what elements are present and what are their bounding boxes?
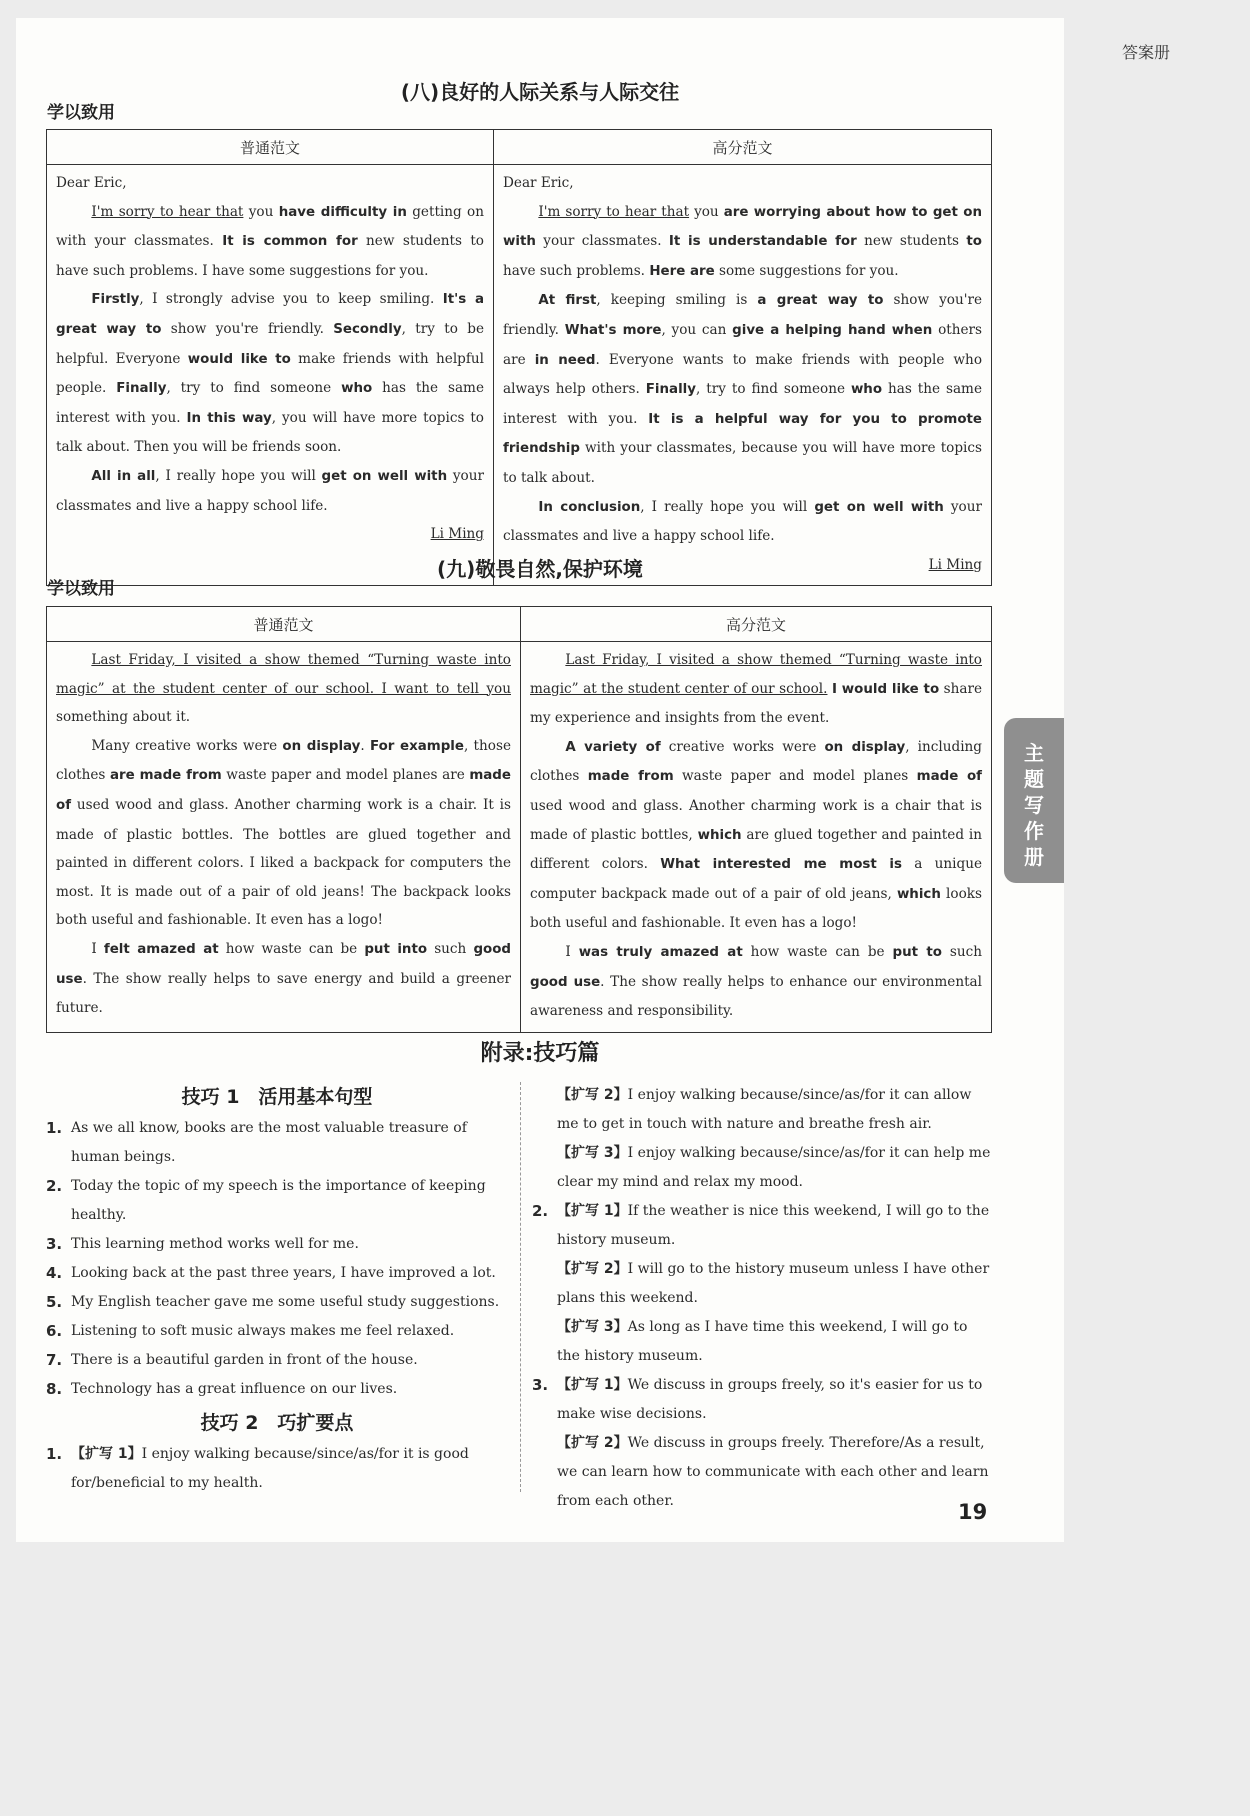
list-item: [532, 1255, 992, 1313]
appendix-left-column: [46, 1080, 508, 1498]
item-number: 6.: [46, 1322, 63, 1340]
bold-phrase: to: [966, 234, 982, 250]
appendix-right-column: [532, 1081, 992, 1516]
section8-title: (八)良好的人际关系与人际交往: [400, 80, 680, 104]
text-run: new students: [856, 233, 967, 250]
bold-phrase: In this way: [186, 410, 272, 426]
bold-phrase: made of: [916, 769, 982, 785]
list-item: [46, 1346, 508, 1375]
bold-phrase: good use: [56, 941, 512, 987]
text-run: . The show really helps to enhance our environmental awareness and responsibility.: [530, 973, 982, 1020]
section8-high-essay: [494, 165, 992, 586]
text-run: used wood and glass. Another charming work is a chair that is made of plastic bottles,: [530, 797, 982, 843]
bold-phrase: It is understandable for: [668, 234, 857, 250]
text-run: show you're friendly.: [503, 292, 982, 338]
bold-phrase: It is common for: [222, 234, 358, 250]
signature: Li Ming: [928, 556, 982, 573]
bold-phrase: on display: [824, 739, 906, 755]
bold-phrase: felt amazed at: [103, 941, 219, 957]
list-item: [532, 1139, 992, 1197]
bold-phrase: I would like to: [831, 681, 940, 697]
bold-phrase: put into: [364, 941, 428, 957]
paragraph-1: [503, 198, 982, 287]
section9-high-essay: [521, 642, 992, 1033]
expand-tag: 【扩写 1】: [71, 1446, 142, 1462]
bold-phrase: A variety of: [565, 739, 661, 755]
bold-phrase: At first: [538, 293, 597, 309]
item-text: Listening to soft music always makes me feel relaxed.: [71, 1323, 455, 1339]
expand-tag: 【扩写 2】: [557, 1435, 628, 1451]
bold-phrase: made of: [56, 768, 511, 813]
text-run: new students to have such problems. I have some suggestions for you.: [56, 233, 484, 279]
bold-phrase: Here are: [649, 263, 715, 279]
list-item: [532, 1081, 992, 1139]
text-run: , you can: [661, 321, 733, 338]
text-run: your classmates.: [535, 233, 669, 250]
item-text: Today the topic of my speech is the importance of keeping healthy.: [71, 1178, 486, 1223]
section8-ordinary-essay: [47, 165, 494, 586]
bold-phrase: on display: [282, 738, 361, 754]
list-item: [46, 1288, 508, 1317]
underlined-phrase: Last Friday, I visited a show themed “Turning waste into magic” at the student center of our school. I want to tell you: [56, 652, 511, 697]
text-run: share my experience and insights from the event.: [530, 680, 983, 727]
section9-header-ordinary: 普通范文: [47, 607, 521, 642]
text-run: others are: [503, 321, 982, 368]
text-run: . Everyone wants to make friends with people who always help others.: [503, 351, 982, 398]
bold-phrase: What interested me most is: [660, 857, 902, 873]
text-run: used wood and glass. Another charming work is a chair. It is made of plastic bottles. The bottles are glued together and painted in different colors. I liked a backpack for computers the most. It is made out of a pair of old jeans! The backpack looks both useful and fashionable. It even has a logo!: [56, 796, 511, 929]
text-run: , try to find someone: [696, 381, 851, 398]
text-run: how waste can be: [742, 943, 893, 960]
underlined-phrase: I'm sorry to hear that: [91, 203, 244, 220]
paragraph-1: [530, 646, 982, 733]
bold-phrase: in need: [534, 352, 596, 368]
bold-phrase: would like to: [187, 351, 291, 367]
text-run: have such problems.: [503, 262, 650, 279]
list-item: [46, 1375, 508, 1404]
text-run: your classmates and live a happy school life.: [56, 467, 484, 514]
signature: Li Ming: [430, 526, 484, 543]
paragraph-2: [503, 286, 982, 492]
item-number: 4.: [46, 1264, 63, 1282]
list-item: [46, 1259, 508, 1288]
skill2-right-list: [532, 1081, 992, 1516]
item-text: Technology has a great influence on our lives.: [71, 1381, 398, 1397]
item-number: 3.: [46, 1235, 63, 1253]
item-number: 8.: [46, 1380, 63, 1398]
item-text: We discuss in groups freely. Therefore/As a result, we can learn how to communicate with each other and learn from each other.: [557, 1435, 989, 1509]
skill1-list: [46, 1114, 508, 1404]
expand-tag: 【扩写 2】: [557, 1087, 628, 1103]
item-text: We discuss in groups freely, so it's easier for us to make wise decisions.: [557, 1377, 983, 1422]
text-run: something about it.: [56, 709, 191, 726]
bold-phrase: give a helping hand when: [732, 322, 933, 338]
bold-phrase: made from: [587, 769, 674, 785]
text-run: waste paper and model planes are: [221, 767, 470, 784]
list-item: [532, 1197, 992, 1255]
text-run: you: [243, 203, 279, 220]
bold-phrase: put to: [892, 944, 942, 960]
paragraph-2: [530, 733, 982, 938]
side-tab-label: 主 题 写 作 册: [1024, 741, 1044, 869]
item-number: 1.: [46, 1119, 63, 1137]
expand-tag: 【扩写 1】: [557, 1377, 628, 1393]
text-run: , I strongly advise you to keep smiling.: [139, 291, 443, 308]
item-number: 2.: [46, 1177, 63, 1195]
list-item: [46, 1114, 508, 1172]
side-tab[interactable]: [1004, 718, 1064, 883]
text-run: has the same interest with you.: [503, 381, 982, 427]
bold-phrase: What's more: [564, 322, 662, 338]
item-number: 7.: [46, 1351, 63, 1369]
text-run: .: [360, 737, 370, 754]
item-number: 5.: [46, 1293, 63, 1311]
item-number: 2.: [532, 1202, 549, 1220]
text-run: , keeping smiling is: [596, 292, 758, 309]
text-run: , try to be helpful. Everyone: [56, 320, 484, 367]
item-text: This learning method works well for me.: [71, 1236, 359, 1252]
list-item: [46, 1317, 508, 1346]
greeting: Dear Eric,: [503, 175, 574, 191]
text-run: such: [427, 940, 474, 957]
text-run: are glued together and painted in different colors.: [530, 826, 983, 873]
text-run: Many creative works were: [91, 737, 283, 754]
item-text: If the weather is nice this weekend, I will go to the history museum.: [557, 1203, 990, 1248]
text-run: you: [689, 203, 724, 220]
bold-phrase: Finally: [116, 381, 167, 397]
bold-phrase: All in all: [91, 468, 156, 484]
text-run: has the same interest with you.: [56, 380, 484, 426]
list-item: [46, 1172, 508, 1230]
text-run: how waste can be: [218, 940, 365, 957]
item-text: I enjoy walking because/since/as/for it can help me clear my mind and relax my mood.: [557, 1145, 991, 1190]
greeting: Dear Eric,: [56, 175, 127, 191]
skill2-title: 技巧 2 巧扩要点: [200, 1412, 354, 1434]
expand-tag: 【扩写 2】: [557, 1261, 628, 1277]
text-run: , I really hope you will: [640, 498, 815, 515]
list-item: [532, 1371, 992, 1429]
list-item: [46, 1440, 508, 1498]
text-run: make friends with helpful people.: [56, 350, 484, 397]
text-run: show you're friendly.: [161, 320, 334, 337]
text-run: such: [941, 943, 982, 960]
paragraph-1: [56, 198, 484, 286]
text-run: your classmates and live a happy school life.: [503, 498, 982, 545]
text-run: , you will have more topics to talk about. Then you will be friends soon.: [56, 409, 484, 456]
expand-tag: 【扩写 1】: [557, 1203, 628, 1219]
expand-tag: 【扩写 3】: [557, 1319, 628, 1335]
item-text: I will go to the history museum unless I have other plans this weekend.: [557, 1261, 990, 1306]
paragraph-1: [56, 646, 511, 732]
item-text: There is a beautiful garden in front of the house.: [71, 1352, 418, 1368]
paragraph-2: [56, 285, 484, 462]
bold-phrase: For example: [370, 738, 464, 754]
text-run: , try to find someone: [166, 380, 342, 397]
section9-title: (九)敬畏自然,保护环境: [437, 557, 643, 581]
bold-phrase: which: [896, 886, 941, 902]
text-run: some suggestions for you.: [714, 262, 899, 279]
text-run: I: [565, 943, 579, 960]
text-run: I: [91, 940, 104, 957]
bold-phrase: have difficulty in: [278, 204, 407, 220]
text-run: waste paper and model planes: [673, 768, 917, 785]
bold-phrase: good use: [530, 974, 601, 990]
bold-phrase: was truly amazed at: [578, 944, 743, 960]
expand-tag: 【扩写 3】: [557, 1145, 628, 1161]
item-text: I enjoy walking because/since/as/for it can allow me to get in touch with nature and breathe fresh air.: [557, 1087, 972, 1132]
skill1-title: 技巧 1 活用基本句型: [181, 1086, 373, 1108]
bold-phrase: Firstly: [91, 292, 140, 308]
text-run: , including clothes: [530, 738, 982, 785]
bold-phrase: It's a great way to: [56, 292, 485, 337]
paragraph-3: [56, 935, 511, 1023]
paragraph-3: [503, 493, 982, 551]
text-run: . The show really helps to save energy and build a greener future.: [56, 970, 511, 1017]
paragraph-2: [56, 732, 511, 935]
section9-ordinary-essay: [47, 642, 521, 1033]
item-text: My English teacher gave me some useful study suggestions.: [71, 1294, 500, 1310]
list-item: [46, 1230, 508, 1259]
item-number: 1.: [46, 1445, 63, 1463]
item-text: As long as I have time this weekend, I will go to the history museum.: [557, 1319, 968, 1364]
text-run: getting on with your classmates.: [56, 203, 484, 250]
paragraph-3: [530, 938, 982, 1026]
item-text: Looking back at the past three years, I have improved a lot.: [71, 1265, 496, 1281]
text-run: , I really hope you will: [155, 467, 322, 484]
section8-label: 学以致用: [47, 103, 115, 123]
bold-phrase: It is a helpful way for you to promote friendship: [503, 411, 982, 457]
text-run: looks both useful and fashionable. It even has a logo!: [530, 885, 982, 932]
section8-table: [46, 129, 992, 586]
text-run: a unique computer backpack made out of a pair of old jeans,: [530, 856, 983, 902]
page-number: 19: [958, 1500, 988, 1524]
paragraph-3: [56, 462, 484, 520]
bold-phrase: who: [850, 382, 883, 398]
section9-label: 学以致用: [47, 579, 115, 599]
skill2-left-list: [46, 1440, 508, 1498]
item-text: I enjoy walking because/since/as/for it is good for/beneficial to my health.: [71, 1446, 469, 1491]
section8-header-ordinary: 普通范文: [47, 130, 494, 165]
underlined-phrase: I'm sorry to hear that: [538, 203, 690, 220]
bold-phrase: get on well with: [814, 499, 944, 515]
bold-phrase: Secondly: [333, 321, 402, 337]
section9-header-high: 高分范文: [521, 607, 992, 642]
bold-phrase: get on well with: [321, 468, 448, 484]
bold-phrase: are made from: [109, 768, 222, 784]
section8-header-high: 高分范文: [494, 130, 992, 165]
bold-phrase: which: [697, 827, 742, 843]
item-text: As we all know, books are the most valuable treasure of human beings.: [71, 1120, 467, 1165]
list-item: [532, 1313, 992, 1371]
bold-phrase: a great way to: [757, 293, 884, 309]
column-divider: [520, 1082, 521, 1492]
bold-phrase: Finally: [645, 382, 696, 398]
section9-table: [46, 606, 992, 1033]
bold-phrase: who: [341, 381, 373, 397]
underlined-phrase: Last Friday, I visited a show themed “Turning waste into magic” at the student center of our school.: [530, 652, 982, 697]
text-run: with your classmates, because you will have more topics to talk about.: [503, 440, 982, 486]
text-run: creative works were: [660, 738, 825, 755]
list-item: [532, 1429, 992, 1516]
answer-book-label: 答案册: [1121, 43, 1170, 62]
item-number: 3.: [532, 1376, 549, 1394]
appendix-title: 附录:技巧篇: [480, 1041, 600, 1066]
text-run: , those clothes: [56, 737, 511, 784]
bold-phrase: In conclusion: [538, 499, 641, 515]
bold-phrase: are worrying about how to get on with: [503, 204, 982, 250]
